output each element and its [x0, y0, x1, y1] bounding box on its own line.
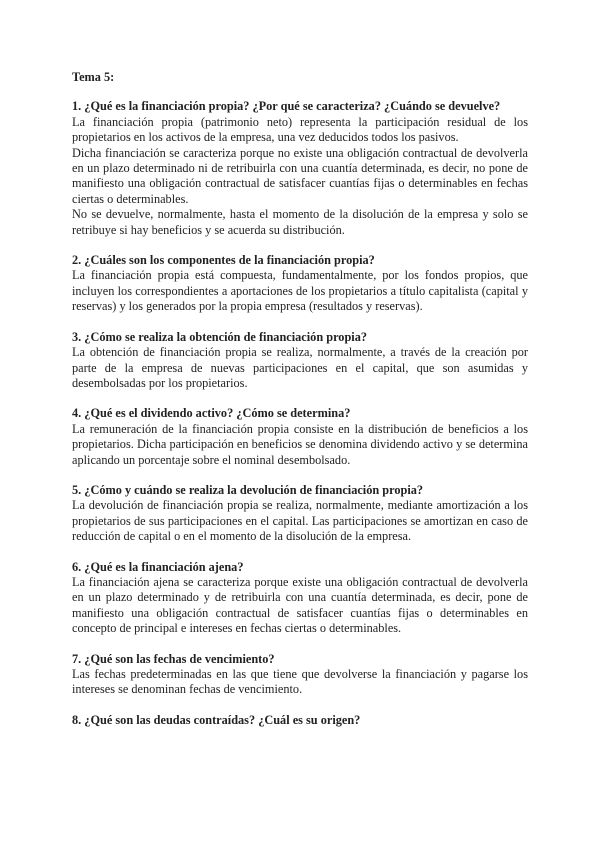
document-page	[72, 70, 528, 743]
question-section	[72, 99, 528, 238]
question-section	[72, 483, 528, 545]
questions-list	[72, 99, 528, 728]
answer-paragraph: La devolución de financiación propia se realiza, normalmente, mediante amortización a los propietarios de sus participaciones en el capital. Las participaciones se amortizan en caso de reducción de capital o en el momento de la disolución de la empresa.	[72, 498, 528, 544]
question-heading: 1. ¿Qué es la financiación propia? ¿Por qué se caracteriza? ¿Cuándo se devuelve?	[72, 99, 501, 114]
answer-paragraph: La financiación ajena se caracteriza porque existe una obligación contractual de devolverla en un plazo determinado y de retribuirla con una cuantía determinada, es decir, pone de manifiesto una obligación contractual de satisfacer cuantías fijas o determinables en concepto de principal e intereses en fechas ciertas o determinables.	[72, 574, 528, 636]
question-heading: 4. ¿Qué es el dividendo activo? ¿Cómo se determina?	[72, 406, 351, 421]
question-section	[72, 330, 528, 392]
question-section	[72, 652, 528, 698]
answer-paragraph: Dicha financiación se caracteriza porque no existe una obligación contractual de devolverla en un plazo determinado ni de retribuirla con una cuantía determinada, es decir, no pone de manifiesto una obligación contractual de satisfacer cuantías fijas o determinables en fechas ciertas o determinables.	[72, 145, 528, 206]
question-section	[72, 253, 528, 315]
question-heading: 8. ¿Qué son las deudas contraídas? ¿Cuál es su origen?	[72, 712, 361, 727]
answer-paragraph: La remuneración de la financiación propia consiste en la distribución de beneficios a los propietarios. Dicha participación en beneficios se denomina dividendo activo y se determina aplicando un porcentaje sobre el nominal desembolsado.	[72, 421, 528, 467]
answer-paragraph: No se devuelve, normalmente, hasta el momento de la disolución de la empresa y solo se retribuye si hay beneficios y se acuerda su distribución.	[72, 207, 528, 237]
question-heading: 2. ¿Cuáles son los componentes de la financiación propia?	[72, 253, 375, 268]
question-heading: 3. ¿Cómo se realiza la obtención de financiación propia?	[72, 329, 368, 344]
question-heading: 5. ¿Cómo y cuándo se realiza la devolución de financiación propia?	[72, 482, 424, 497]
answer-paragraph: La financiación propia (patrimonio neto) representa la participación residual de los propietarios en los activos de la empresa, una vez deducidos todos los pasivos.	[72, 114, 528, 145]
question-heading: 6. ¿Qué es la financiación ajena?	[72, 559, 244, 574]
question-section	[72, 406, 528, 468]
answer-paragraph: Las fechas predeterminadas en las que tiene que devolverse la financiación y pagarse los intereses se denominan fechas de vencimiento.	[72, 667, 528, 697]
topic-title: Tema 5:	[72, 70, 115, 84]
question-section	[72, 560, 528, 637]
question-section	[72, 713, 528, 728]
answer-paragraph: La financiación propia está compuesta, fundamentalmente, por los fondos propios, que incluyen los correspondientes a aportaciones de los propietarios a título capitalista (capital y reservas) y los generados por la propia empresa (resultados y reservas).	[72, 268, 528, 314]
question-heading: 7. ¿Qué son las fechas de vencimiento?	[72, 651, 275, 666]
answer-paragraph: La obtención de financiación propia se realiza, normalmente, a través de la creación por parte de la empresa de nuevas participaciones en el capital, que son asumidas y desembolsadas por los propietarios.	[72, 345, 528, 390]
